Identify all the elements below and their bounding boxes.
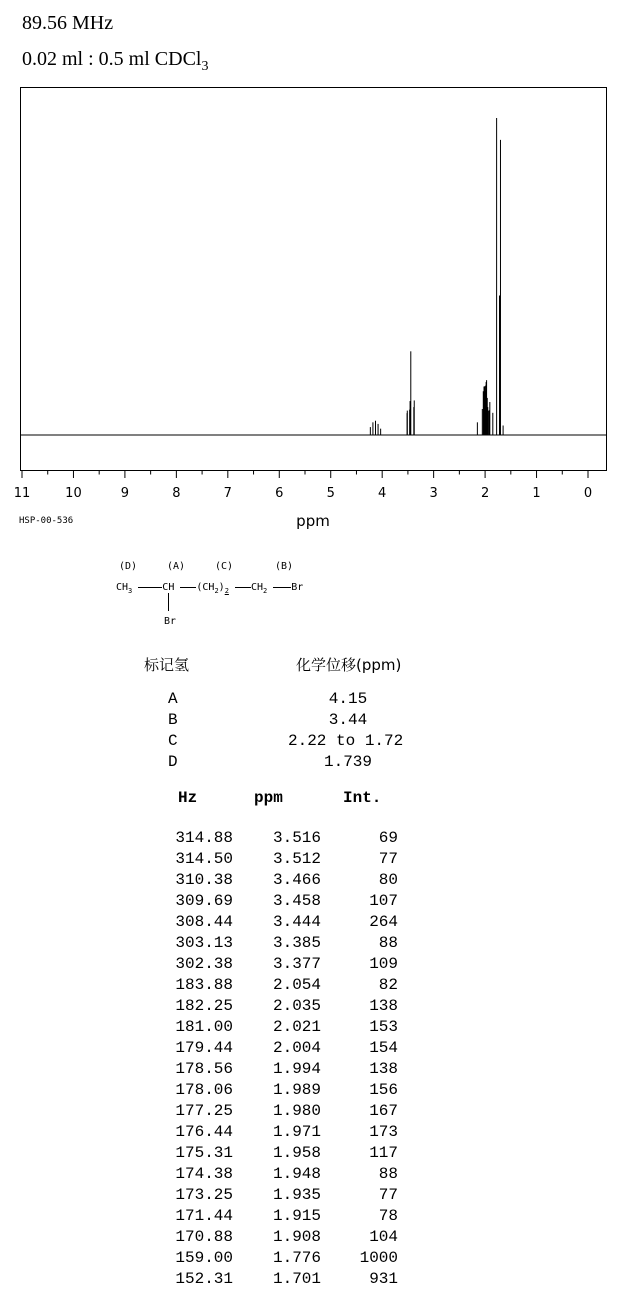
peak-int: 138	[369, 1060, 398, 1078]
peak-hz: 179.44	[175, 1039, 233, 1057]
ch2n-subscript: 2	[214, 587, 219, 595]
bond-1	[138, 587, 162, 588]
peak-hz: 314.88	[175, 829, 233, 847]
peak-int: 264	[369, 913, 398, 931]
peak-row	[0, 1060, 626, 1081]
peak-row	[0, 1039, 626, 1060]
assignment-label: C	[168, 732, 178, 750]
peak-row	[0, 1144, 626, 1165]
peak-ppm: 2.004	[272, 1039, 321, 1057]
peak-row	[0, 829, 626, 850]
assignment-shift: 2.22 to 1.72	[288, 732, 404, 750]
bond-4	[273, 587, 291, 588]
peak-int: 931	[369, 1270, 398, 1288]
x-tick-label: 10	[65, 486, 82, 501]
x-tick-label: 2	[480, 486, 490, 501]
peak-ppm: 3.466	[272, 871, 321, 889]
concentration-text: 0.02 ml : 0.5 ml CDCl	[22, 48, 202, 70]
plot-frame	[21, 88, 607, 471]
x-tick-label: 1	[532, 486, 541, 501]
br-substituent: Br	[164, 616, 177, 627]
peak-hz: 308.44	[175, 913, 233, 931]
peak-hz: 178.56	[175, 1060, 233, 1078]
assignment-label: A	[168, 690, 178, 708]
peak-int: 173	[369, 1123, 398, 1141]
peak-row	[0, 955, 626, 976]
peak-int: 82	[378, 976, 398, 994]
assignment-shift: 3.44	[328, 711, 368, 729]
peak-row	[0, 934, 626, 955]
peak-header-ppm: ppm	[254, 789, 283, 807]
peak-ppm: 1.701	[272, 1270, 321, 1288]
peak-hz: 171.44	[175, 1207, 233, 1225]
peak-int: 78	[378, 1207, 398, 1225]
peak-row	[0, 1270, 626, 1291]
peak-int: 69	[378, 829, 398, 847]
peak-ppm: 3.516	[272, 829, 321, 847]
peak-ppm: 3.444	[272, 913, 321, 931]
molecule-structure	[116, 561, 356, 631]
peak-ppm: 3.377	[272, 955, 321, 973]
x-tick-label: 7	[223, 486, 232, 501]
ch3-group: CH	[116, 582, 129, 593]
peak-ppm: 2.021	[272, 1018, 321, 1036]
peak-int: 77	[378, 1186, 398, 1204]
peak-int: 154	[369, 1039, 398, 1057]
ch2-group: CH	[250, 582, 263, 593]
peak-ppm: 1.915	[272, 1207, 321, 1225]
spectrometer-frequency: 89.56 MHz	[22, 12, 114, 34]
peak-int: 167	[369, 1102, 398, 1120]
label-b: (B)	[275, 561, 294, 572]
peak-row	[0, 913, 626, 934]
peak-lines	[370, 118, 503, 435]
chain-formula	[116, 582, 303, 595]
ch2n-close: )	[218, 582, 225, 593]
label-d: (D)	[119, 561, 138, 572]
peak-row	[0, 871, 626, 892]
peak-hz: 183.88	[175, 976, 233, 994]
bond-2	[180, 587, 196, 588]
bond-down	[168, 593, 169, 611]
peak-int: 109	[369, 955, 398, 973]
peak-hz: 178.06	[175, 1081, 233, 1099]
peak-hz: 170.88	[175, 1228, 233, 1246]
concentration-subscript: 3	[201, 59, 209, 74]
x-tick-label: 5	[326, 486, 335, 501]
x-tick-label: 11	[13, 486, 31, 501]
label-a: (A)	[167, 561, 186, 572]
x-axis-label: ppm	[296, 512, 330, 530]
assignment-label: B	[168, 711, 178, 729]
peak-hz: 310.38	[175, 871, 233, 889]
peak-hz: 152.31	[175, 1270, 233, 1288]
peak-ppm: 3.512	[272, 850, 321, 868]
peak-ppm: 1.958	[272, 1144, 321, 1162]
peak-row	[0, 1165, 626, 1186]
peak-int: 88	[378, 934, 398, 952]
x-tick-label: 0	[583, 486, 593, 501]
peak-int: 80	[378, 871, 398, 889]
peak-ppm: 3.385	[272, 934, 321, 952]
assignment-shift: 1.739	[323, 753, 372, 771]
br-end: Br	[291, 582, 304, 593]
ch2n-count: 2	[224, 587, 229, 595]
peak-hz: 303.13	[175, 934, 233, 952]
peak-ppm: 1.989	[272, 1081, 321, 1099]
peak-hz: 159.00	[175, 1249, 233, 1267]
assignment-label: D	[168, 753, 178, 771]
bond-3	[235, 587, 251, 588]
ch2-subscript: 2	[262, 587, 268, 595]
peak-row	[0, 1081, 626, 1102]
peak-ppm: 1.980	[272, 1102, 321, 1120]
x-tick-label: 8	[172, 486, 181, 501]
peak-row	[0, 1228, 626, 1249]
peak-ppm: 1.971	[272, 1123, 321, 1141]
peak-row	[0, 1102, 626, 1123]
peak-int: 1000	[359, 1249, 398, 1267]
peak-row	[0, 997, 626, 1018]
peak-row	[0, 892, 626, 913]
ch3-subscript: 3	[128, 587, 133, 595]
peak-hz: 309.69	[175, 892, 233, 910]
peak-hz: 175.31	[175, 1144, 233, 1162]
peak-int: 88	[378, 1165, 398, 1183]
peak-int: 153	[369, 1018, 398, 1036]
x-tick-label: 4	[378, 486, 387, 501]
peak-header-hz: Hz	[178, 789, 198, 807]
peak-int: 104	[369, 1228, 398, 1246]
peak-row	[0, 1123, 626, 1144]
peak-row	[0, 976, 626, 997]
peak-hz: 302.38	[175, 955, 233, 973]
label-c: (C)	[215, 561, 234, 572]
nmr-spectrum-chart	[0, 0, 626, 540]
x-tick-label: 9	[120, 486, 130, 501]
peak-ppm: 3.458	[272, 892, 321, 910]
assignment-header-shift: 化学位移(ppm)	[296, 656, 402, 674]
x-tick-label: 3	[429, 486, 438, 501]
peak-int: 138	[369, 997, 398, 1015]
peak-ppm: 1.994	[272, 1060, 321, 1078]
peak-ppm: 1.935	[272, 1186, 321, 1204]
ch2n-group: (CH	[196, 582, 215, 593]
peak-int: 107	[369, 892, 398, 910]
peak-row	[0, 1018, 626, 1039]
peak-header-int: Int.	[343, 789, 382, 807]
peak-hz: 182.25	[175, 997, 233, 1015]
peak-row	[0, 1186, 626, 1207]
peak-row	[0, 850, 626, 871]
peak-ppm: 1.776	[272, 1249, 321, 1267]
x-tick-label: 6	[275, 486, 284, 501]
peak-ppm: 1.908	[272, 1228, 321, 1246]
peak-hz: 174.38	[175, 1165, 233, 1183]
peak-int: 156	[369, 1081, 398, 1099]
peak-int: 117	[369, 1144, 398, 1162]
assignment-header-label: 标记氢	[144, 656, 190, 674]
peak-hz: 173.25	[175, 1186, 233, 1204]
peak-ppm: 2.035	[272, 997, 321, 1015]
peak-hz: 177.25	[175, 1102, 233, 1120]
peak-hz: 176.44	[175, 1123, 233, 1141]
peak-int: 77	[378, 850, 398, 868]
peak-ppm: 1.948	[272, 1165, 321, 1183]
peak-row	[0, 1207, 626, 1228]
assignment-shift: 4.15	[328, 690, 368, 708]
peak-row	[0, 1249, 626, 1270]
x-axis-ticks	[14, 471, 592, 502]
peak-ppm: 2.054	[272, 976, 321, 994]
peak-hz: 181.00	[175, 1018, 233, 1036]
peak-hz: 314.50	[175, 850, 233, 868]
spectrum-code: HSP-00-536	[19, 516, 74, 526]
ch-group: CH	[162, 582, 175, 593]
